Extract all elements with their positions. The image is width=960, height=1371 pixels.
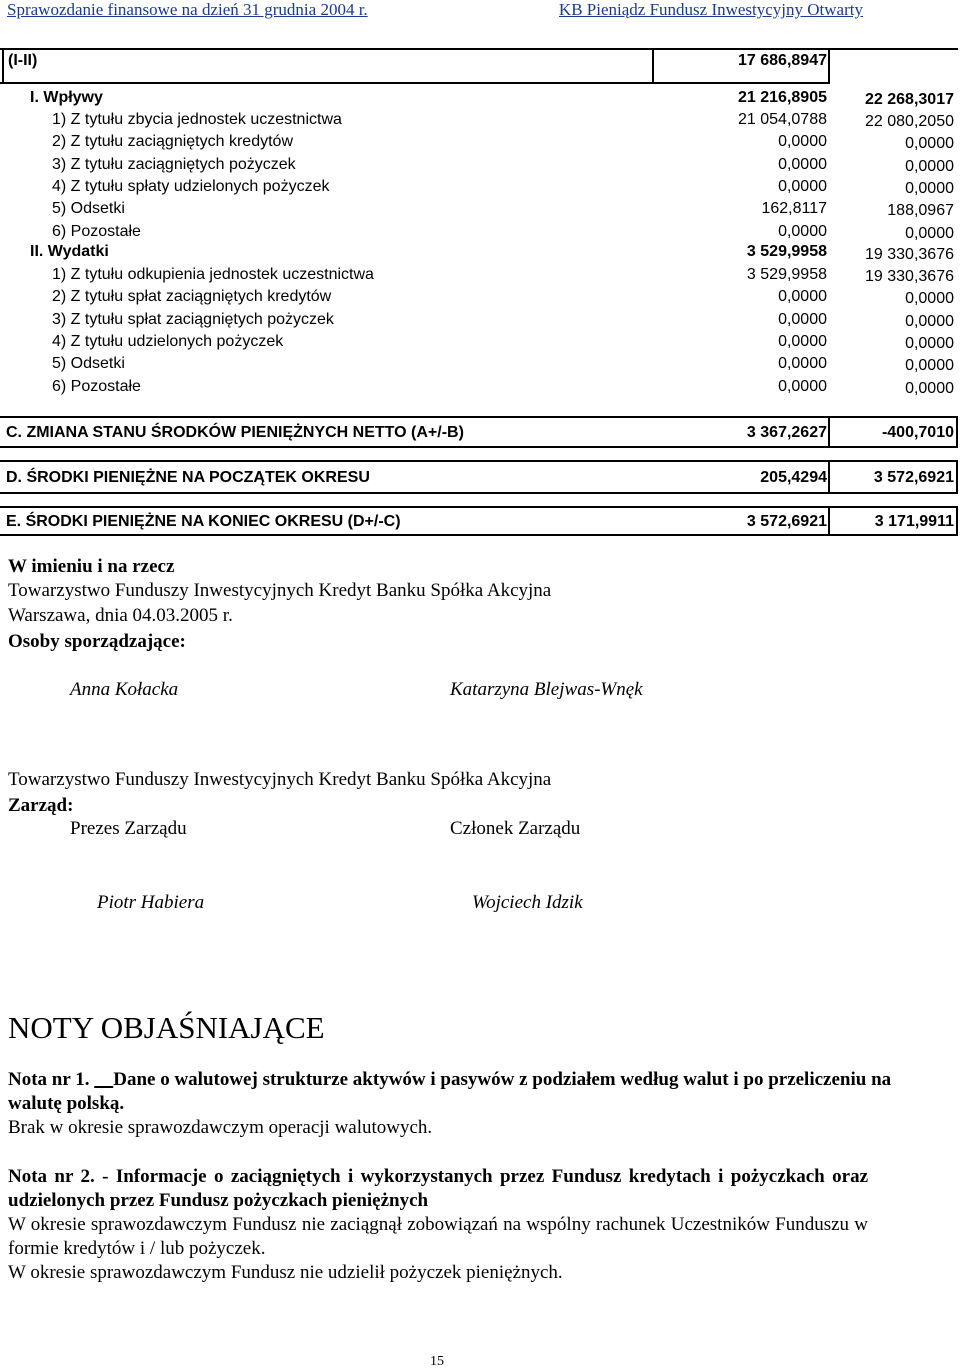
board-label: Zarząd: [8, 795, 74, 816]
row-value-2: 3 171,9911 [874, 513, 954, 530]
row-value-2: 19 330,3676 [865, 268, 954, 285]
row-label: (I-II) [8, 52, 38, 69]
row-label: D. ŚRODKI PIENIĘŻNE NA POCZĄTEK OKRESU [6, 469, 370, 486]
table-border-mid [828, 506, 830, 534]
table-border-left [2, 48, 4, 82]
row-value-2: 0,0000 [905, 334, 954, 352]
note-number: Nota nr 1. [8, 1069, 95, 1090]
row-label: 2) Z tytułu zaciągniętych kredytów [52, 133, 293, 151]
row-value-2: 0,0000 [905, 357, 954, 375]
row-value-1: 21 054,0788 [738, 111, 827, 128]
preparer-name: Anna Kołacka [70, 679, 179, 700]
table-rule [0, 492, 958, 494]
row-label: 1) Z tytułu zbycia jednostek uczestnictwa [52, 111, 342, 128]
board-member-name: Piotr Habiera [97, 892, 205, 913]
table-rule [0, 506, 958, 508]
board-member-name: Wojciech Idzik [472, 892, 583, 913]
preparers-label: Osoby sporządzające: [8, 631, 186, 652]
row-value-1: 3 572,6921 [746, 513, 827, 530]
row-label: E. ŚRODKI PIENIĘŻNE NA KONIEC OKRESU (D+/-C) [6, 513, 401, 530]
row-label: C. ZMIANA STANU ŚRODKÓW PIENIĘŻNYCH NETTO (A+/-B) [6, 424, 464, 441]
page-number: 15 [430, 1354, 444, 1369]
row-label: 6) Pozostałe [52, 222, 141, 240]
row-value-2: 0,0000 [905, 379, 954, 397]
row-value-1: 0,0000 [778, 222, 827, 240]
row-value-1: 0,0000 [778, 377, 827, 395]
note-2 [8, 1165, 868, 1285]
board-role: Członek Zarządu [450, 818, 581, 839]
cash-flow-table [0, 46, 960, 536]
row-value-1: 162,8117 [761, 200, 827, 218]
note-1-title [8, 1068, 908, 1116]
table-border-right [956, 460, 958, 492]
table-rule [0, 446, 958, 448]
row-label: 1) Z tytułu odkupienia jednostek uczestnictwa [52, 266, 374, 283]
row-value-2: -400,7010 [881, 424, 954, 441]
table-rule [0, 460, 958, 462]
note-1-text: Brak w okresie sprawozdawczym operacji walutowych. [8, 1117, 433, 1138]
section-value-1: 3 529,9958 [746, 243, 827, 260]
row-value-2: 0,0000 [905, 312, 954, 330]
row-value-2: 0,0000 [905, 290, 954, 308]
section-label: I. Wpływy [30, 89, 103, 106]
row-value-1: 0,0000 [778, 288, 827, 306]
fund-name: KB Pieniądz Fundusz Inwestycyjny Otwarty [558, 0, 863, 19]
row-label: 3) Z tytułu zaciągniętych pożyczek [52, 155, 296, 173]
board-role: Prezes Zarządu [70, 818, 187, 839]
row-value-1: 205,4294 [760, 469, 827, 486]
place-date: Warszawa, dnia 04.03.2005 r. [8, 605, 233, 626]
row-value-1: 0,0000 [778, 332, 827, 350]
row-value-2: 188,0967 [887, 202, 954, 220]
table-rule [0, 534, 958, 536]
notes-title: NOTY OBJAŚNIAJĄCE [8, 1010, 325, 1045]
page-header [0, 0, 960, 22]
row-label: 3) Z tytułu spłat zaciągniętych pożyczek [52, 310, 334, 328]
note-heading-text: Dane o walutowej strukturze aktywów i pasywów z podziałem według walut i po przeliczeniu na walutę polską. [8, 1069, 892, 1114]
table-border-right [828, 48, 830, 82]
row-value-1: 0,0000 [778, 155, 827, 173]
section-value-2: 19 330,3676 [865, 246, 954, 263]
row-value-2: 3 572,6921 [873, 469, 954, 486]
section-value-1: 21 216,8905 [738, 89, 827, 106]
table-border-mid [652, 48, 654, 82]
table-border-right [956, 416, 958, 446]
note-2-title: Nota nr 2. - Informacje o zaciągniętych i wykorzystanych przez Fundusz kredytach i pożyczkach oraz udzielonych przez Fundusz pożyczkach pieniężnych [8, 1166, 868, 1211]
company-name: Towarzystwo Funduszy Inwestycyjnych Kredyt Banku Spółka Akcyjna [8, 769, 552, 790]
row-value-2: 22 080,2050 [865, 113, 954, 130]
row-value-2: 0,0000 [905, 135, 954, 153]
row-value-1: 17 686,8947 [738, 52, 827, 69]
row-label: 2) Z tytułu spłat zaciągniętych kredytów [52, 288, 332, 306]
row-label: 5) Odsetki [52, 355, 125, 373]
note-1 [8, 1068, 908, 1140]
row-value-1: 0,0000 [778, 177, 827, 195]
table-rule [0, 416, 958, 418]
row-value-2: 0,0000 [905, 224, 954, 242]
section-value-2: 22 268,3017 [865, 91, 954, 108]
report-title: Sprawozdanie finansowe na dzień 31 grudnia 2004 r. [7, 0, 368, 19]
table-border-right [956, 506, 958, 534]
note-2-text-2: W okresie sprawozdawczym Fundusz nie udzielił pożyczek pieniężnych. [8, 1262, 563, 1283]
note-underline-dash [94, 1069, 113, 1090]
table-border-mid [828, 416, 830, 446]
company-name: Towarzystwo Funduszy Inwestycyjnych Kredyt Banku Spółka Akcyjna [8, 580, 552, 601]
row-value-1: 0,0000 [778, 310, 827, 328]
row-label: 5) Odsetki [52, 200, 125, 218]
row-label: 4) Z tytułu udzielonych pożyczek [52, 332, 284, 350]
row-value-1: 0,0000 [778, 133, 827, 151]
row-label: 4) Z tytułu spłaty udzielonych pożyczek [52, 177, 330, 195]
row-value-2: 0,0000 [905, 179, 954, 197]
row-value-1: 3 367,2627 [746, 424, 827, 441]
row-value-2: 0,0000 [905, 157, 954, 175]
row-value-1: 0,0000 [778, 355, 827, 373]
section-label: II. Wydatki [30, 243, 109, 260]
row-value-1: 3 529,9958 [746, 266, 827, 283]
on-behalf-label: W imieniu i na rzecz [8, 556, 175, 577]
note-2-text-1: W okresie sprawozdawczym Fundusz nie zaciągnął zobowiązań na wspólny rachunek Uczestników Funduszu w formie kredytów i / lub pożyczek. [8, 1214, 868, 1259]
table-top-rule [0, 48, 958, 50]
row-label: 6) Pozostałe [52, 377, 141, 395]
table-border-mid [828, 460, 830, 492]
preparer-name: Katarzyna Blejwas-Wnęk [450, 679, 643, 700]
table-rule [0, 82, 830, 84]
